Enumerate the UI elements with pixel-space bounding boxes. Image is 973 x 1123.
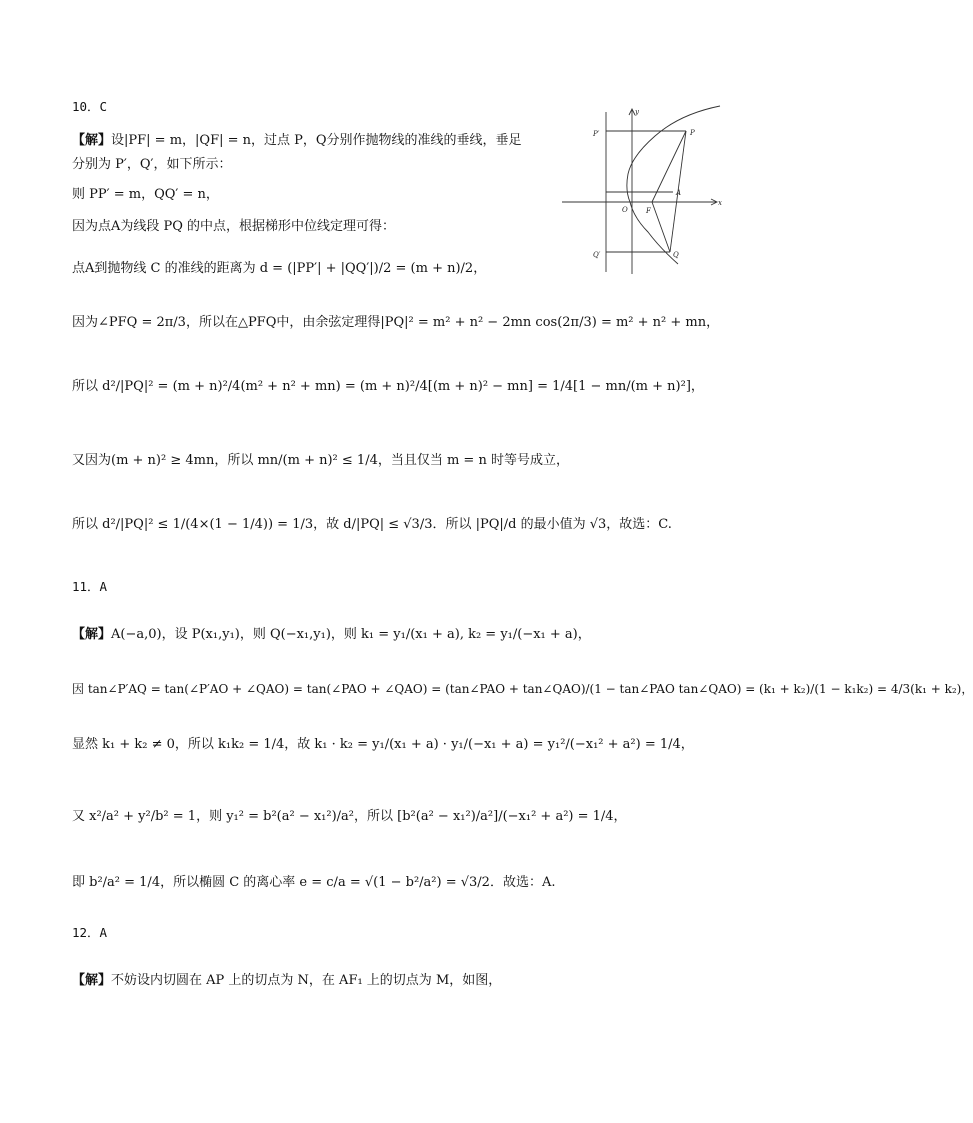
q10-solution-tag: 【解】 xyxy=(72,133,112,148)
q10-line-8: 又因为(m + n)² ≥ 4mn，所以 mn/(m + n)² ≤ 1/4，当且仅当 m = n 时等号成立， xyxy=(72,453,569,468)
q10-line-5: 点A到抛物线 C 的准线的距离为 d = (|PP′| + |QQ′|)/2 = (m + n)/2， xyxy=(72,261,487,276)
label-p: P xyxy=(690,129,695,137)
q11-line-1 xyxy=(72,626,591,644)
label-x: x xyxy=(718,199,722,207)
q11-solution-tag: 【解】 xyxy=(72,627,112,642)
q12-line-1 xyxy=(72,972,501,990)
label-a: A xyxy=(676,189,682,197)
q10-line-4: 因为点A为线段 PQ 的中点，根据梯形中位线定理可得： xyxy=(72,219,396,234)
label-q-prime: Q′ xyxy=(593,251,601,259)
q11-line-3: 显然 k₁ + k₂ ≠ 0，所以 k₁k₂ = 1/4，故 k₁ · k₂ = y₁/(x₁ + a) · y₁/(−x₁ + a) = y₁²/(−x₁² + a²) = 1/4， xyxy=(72,737,694,752)
q11-line-4: 又 x²/a² + y²/b² = 1，则 y₁² = b²(a² − x₁²)/a²，所以 [b²(a² − x₁²)/a²]/(−x₁² + a²) = 1/4， xyxy=(72,809,627,824)
q11-text-1: A(−a,0)，设 P(x₁,y₁)，则 Q(−x₁,y₁)，则 k₁ = y₁/(x₁ + a), k₂ = y₁/(−x₁ + a)， xyxy=(111,627,591,642)
parabola-curve xyxy=(627,106,720,264)
q11-line-5: 即 b²/a² = 1/4，所以椭圆 C 的离心率 e = c/a = √(1 − b²/a²) = √3/2．故选：A. xyxy=(72,875,556,890)
parabola-figure xyxy=(560,104,732,276)
label-p-prime: P′ xyxy=(593,130,600,138)
q12-text-1: 不妨设内切圆在 AP 上的切点为 N，在 AF₁ 上的切点为 M，如图， xyxy=(111,973,502,988)
segment-fq xyxy=(652,202,670,252)
label-y: y xyxy=(635,108,639,116)
q12-number: 12．A xyxy=(72,925,108,940)
q10-text-1: 设|PF| = m，|QF| = n，过点 P，Q分别作抛物线的准线的垂线，垂足 xyxy=(111,133,522,148)
q10-line-3: 则 PP′ = m，QQ′ = n， xyxy=(72,187,219,202)
label-q: Q xyxy=(673,251,679,259)
q10-line-6: 因为∠PFQ = 2π/3，所以在△PFQ中，由余弦定理得|PQ|² = m² + n² − 2mn cos(2π/3) = m² + n² + mn， xyxy=(72,315,720,330)
q10-line-1 xyxy=(72,132,522,150)
q10-line-9: 所以 d²/|PQ|² ≤ 1/(4×(1 − 1/4)) = 1/3，故 d/|PQ| ≤ √3/3．所以 |PQ|/d 的最小值为 √3，故选：C. xyxy=(72,517,672,532)
q10-line-2: 分别为 P′，Q′，如下所示： xyxy=(72,157,232,172)
q12-solution-tag: 【解】 xyxy=(72,973,112,988)
q10-line-7: 所以 d²/|PQ|² = (m + n)²/4(m² + n² + mn) = (m + n)²/4[(m + n)² − mn] = 1/4[1 − mn/(m + n)²]， xyxy=(72,379,704,394)
label-o: O xyxy=(622,206,628,214)
label-f: F xyxy=(646,207,651,215)
q11-number: 11．A xyxy=(72,579,108,594)
q11-line-2: 因 tan∠P′AQ = tan(∠P′AO + ∠QAO) = tan(∠PAO + ∠QAO) = (tan∠PAO + tan∠QAO)/(1 − tan∠PAO tan∠QAO) = (k₁ + k₂)/(1 − k₁k₂) = 4/3(k₁ + k₂)， xyxy=(72,682,973,696)
q10-number: 10．C xyxy=(72,99,108,114)
